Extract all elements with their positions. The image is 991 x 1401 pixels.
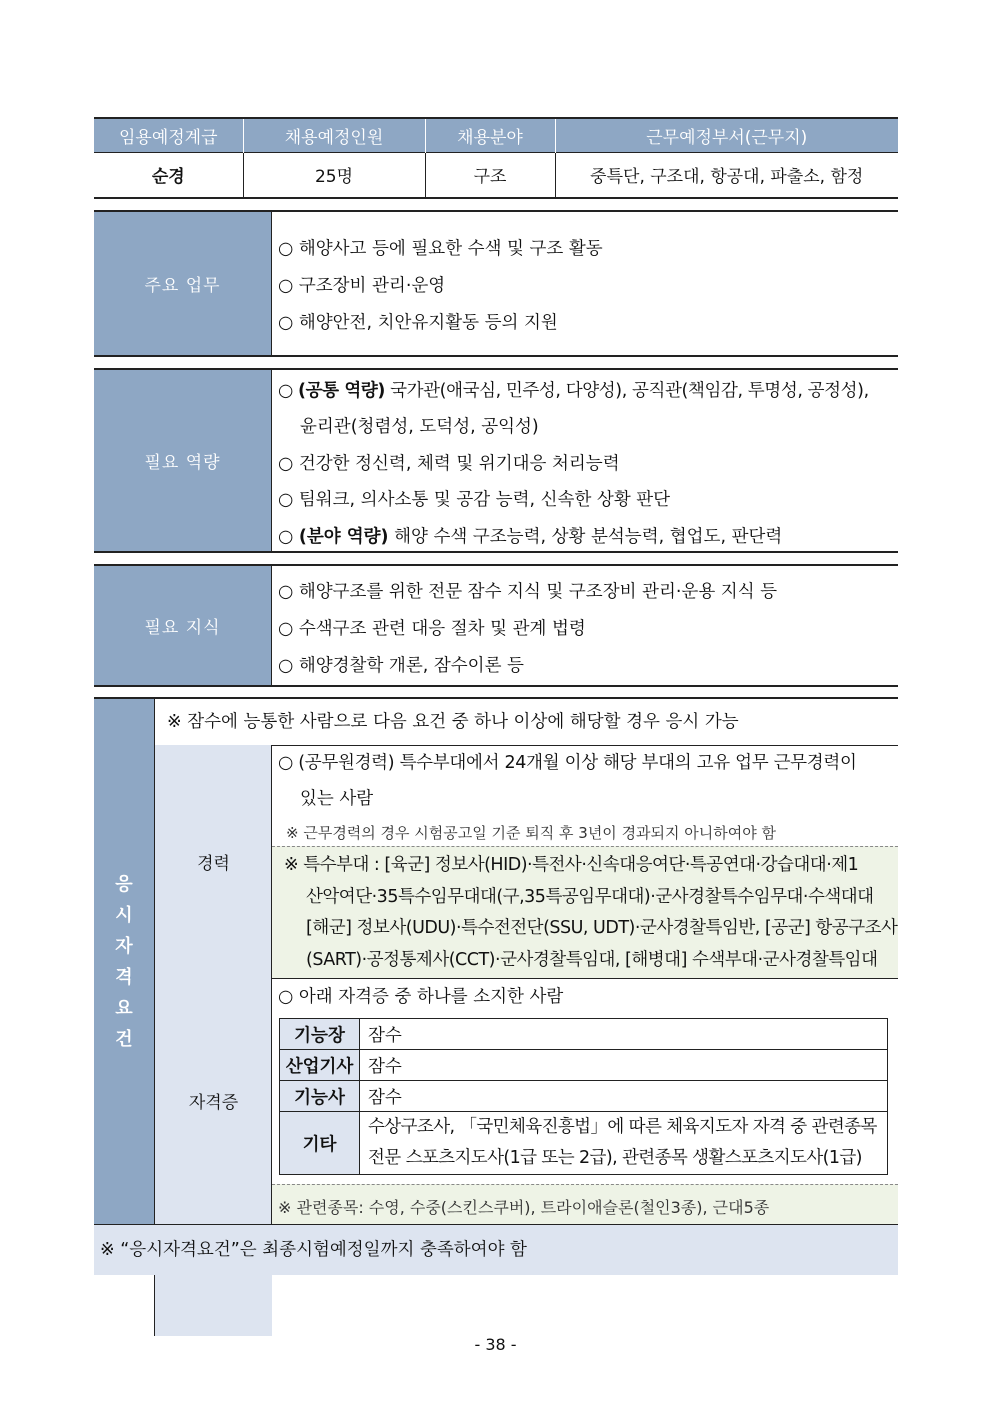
footer-note: ※ “응시자격요건”은 최종시험예정일까지 충족하여야 함 bbox=[94, 1224, 898, 1275]
duty-item: ○ 해양안전, 치안유지활동 등의 지원 bbox=[278, 313, 558, 333]
col-header-field: 채용분야 bbox=[425, 118, 555, 152]
knowledge-item: ○ 해양경찰학 개론, 잠수이론 등 bbox=[278, 656, 524, 676]
rank-value: 순경 bbox=[94, 152, 243, 198]
qualification-note: ※ 잠수에 능통한 사람으로 다음 요건 중 하나 이상에 해당할 경우 응시 가능 bbox=[154, 699, 898, 746]
duties-label: 주요 업무 bbox=[94, 212, 271, 355]
career-content bbox=[271, 745, 898, 979]
license-label: 자격증 bbox=[154, 978, 272, 1336]
side-char: 응 bbox=[115, 874, 133, 895]
special-forces-line: 산악여단·35특수임무대대(구,35특공임무대대)·군사경찰특수임무대·수색대대 bbox=[306, 887, 874, 907]
license-field: 잠수 bbox=[360, 1019, 888, 1050]
career-label: 경력 bbox=[154, 745, 272, 1083]
special-forces-line: [해군] 정보사(UDU)·특수전전단(SSU, UDT)·군사경찰특임반, [공군] 항공구조사 bbox=[306, 918, 898, 938]
competency-ethics: 윤리관(청렴성, 도덕성, 공익성) bbox=[300, 417, 539, 437]
knowledge-item: ○ 수색구조 관련 대응 절차 및 관계 법령 bbox=[278, 619, 586, 639]
duty-item: ○ 구조장비 관리·운영 bbox=[278, 276, 446, 296]
license-row bbox=[280, 1050, 888, 1081]
competency-item: ○ 건강한 정신력, 체력 및 위기대응 처리능력 bbox=[278, 454, 620, 474]
qualification-section bbox=[94, 697, 898, 1224]
license-type: 기능사 bbox=[280, 1081, 360, 1112]
license-row bbox=[280, 1081, 888, 1112]
side-char: 요 bbox=[115, 998, 133, 1019]
license-row bbox=[280, 1019, 888, 1050]
related-sports-box bbox=[272, 1184, 898, 1226]
license-type: 산업기사 bbox=[280, 1050, 360, 1081]
competencies-label: 필요 역량 bbox=[94, 370, 271, 551]
related-sports-note: ※ 관련종목: 수영, 수중(스킨스쿠버), 트라이애슬론(철인3종), 근대5종 bbox=[278, 1198, 770, 1217]
license-field: 잠수 bbox=[360, 1081, 888, 1112]
side-char: 자 bbox=[115, 936, 133, 957]
competency-item: ○ 팀워크, 의사소통 및 공감 능력, 신속한 상황 판단 bbox=[278, 490, 671, 510]
duties-section bbox=[94, 210, 898, 357]
career-line: ○ (공무원경력) 특수부대에서 24개월 이상 해당 부대의 고유 업무 근무경력이 bbox=[278, 753, 857, 773]
competency-common: ○ (공통 역량) 국가관(애국심, 민주성, 다양성), 공직관(책임감, 투명성, 공정성), bbox=[278, 381, 869, 401]
special-forces-box bbox=[272, 846, 898, 978]
col-header-rank: 임용예정계급 bbox=[94, 118, 243, 152]
knowledge-section bbox=[94, 564, 898, 687]
competency-field: ○ (분야 역량) 해양 수색 구조능력, 상황 분석능력, 협업도, 판단력 bbox=[278, 527, 783, 547]
special-forces-line: ※ 특수부대 : [육군] 정보사(HID)·특전사·신속대응여단·특공연대·강습대대·제1 bbox=[284, 855, 859, 875]
knowledge-item: ○ 해양구조를 위한 전문 잠수 지식 및 구조장비 관리·운용 지식 등 bbox=[278, 582, 778, 602]
competencies-body bbox=[271, 370, 898, 551]
competencies-section bbox=[94, 368, 898, 553]
license-row-etc bbox=[280, 1112, 888, 1175]
col-header-department: 근무예정부서(근무지) bbox=[555, 118, 898, 152]
count-value: 25명 bbox=[243, 152, 425, 198]
career-retire-note: ※ 근무경력의 경우 시험공고일 기준 퇴직 후 3년이 경과되지 아니하여야 함 bbox=[286, 824, 777, 842]
department-value: 중특단, 구조대, 항공대, 파출소, 함정 bbox=[555, 152, 898, 198]
license-intro: ○ 아래 자격증 중 하나를 소지한 사람 bbox=[278, 987, 564, 1007]
license-type: 기능장 bbox=[280, 1019, 360, 1050]
career-line: 있는 사람 bbox=[300, 789, 374, 809]
summary-value-row bbox=[94, 152, 898, 198]
col-header-count: 채용예정인원 bbox=[243, 118, 425, 152]
special-forces-line: (SART)·공정통제사(CCT)·군사경찰특임대, [해병대] 수색부대·군사경찰특임대 bbox=[306, 950, 878, 970]
qualification-side-label bbox=[94, 699, 154, 1224]
knowledge-body bbox=[271, 566, 898, 685]
side-char: 격 bbox=[115, 967, 133, 988]
duty-item: ○ 해양사고 등에 필요한 수색 및 구조 활동 bbox=[278, 239, 603, 259]
license-type: 기타 bbox=[280, 1112, 360, 1175]
side-char: 건 bbox=[115, 1029, 133, 1050]
field-value: 구조 bbox=[425, 152, 555, 198]
knowledge-label: 필요 지식 bbox=[94, 566, 271, 685]
license-etc-detail: 수상구조사, 「국민체육진흥법」에 따른 체육지도자 자격 중 관련종목 전문 스포츠지도사(1급 또는 2급), 관련종목 생활스포츠지도사(1급) bbox=[360, 1112, 888, 1175]
license-content bbox=[271, 978, 898, 1226]
duties-body bbox=[271, 212, 898, 355]
license-table bbox=[279, 1018, 888, 1175]
side-char: 시 bbox=[115, 905, 133, 926]
page-number: - 38 - bbox=[474, 1335, 517, 1354]
license-field: 잠수 bbox=[360, 1050, 888, 1081]
recruitment-summary-table bbox=[94, 117, 898, 199]
summary-header-row bbox=[94, 118, 898, 152]
